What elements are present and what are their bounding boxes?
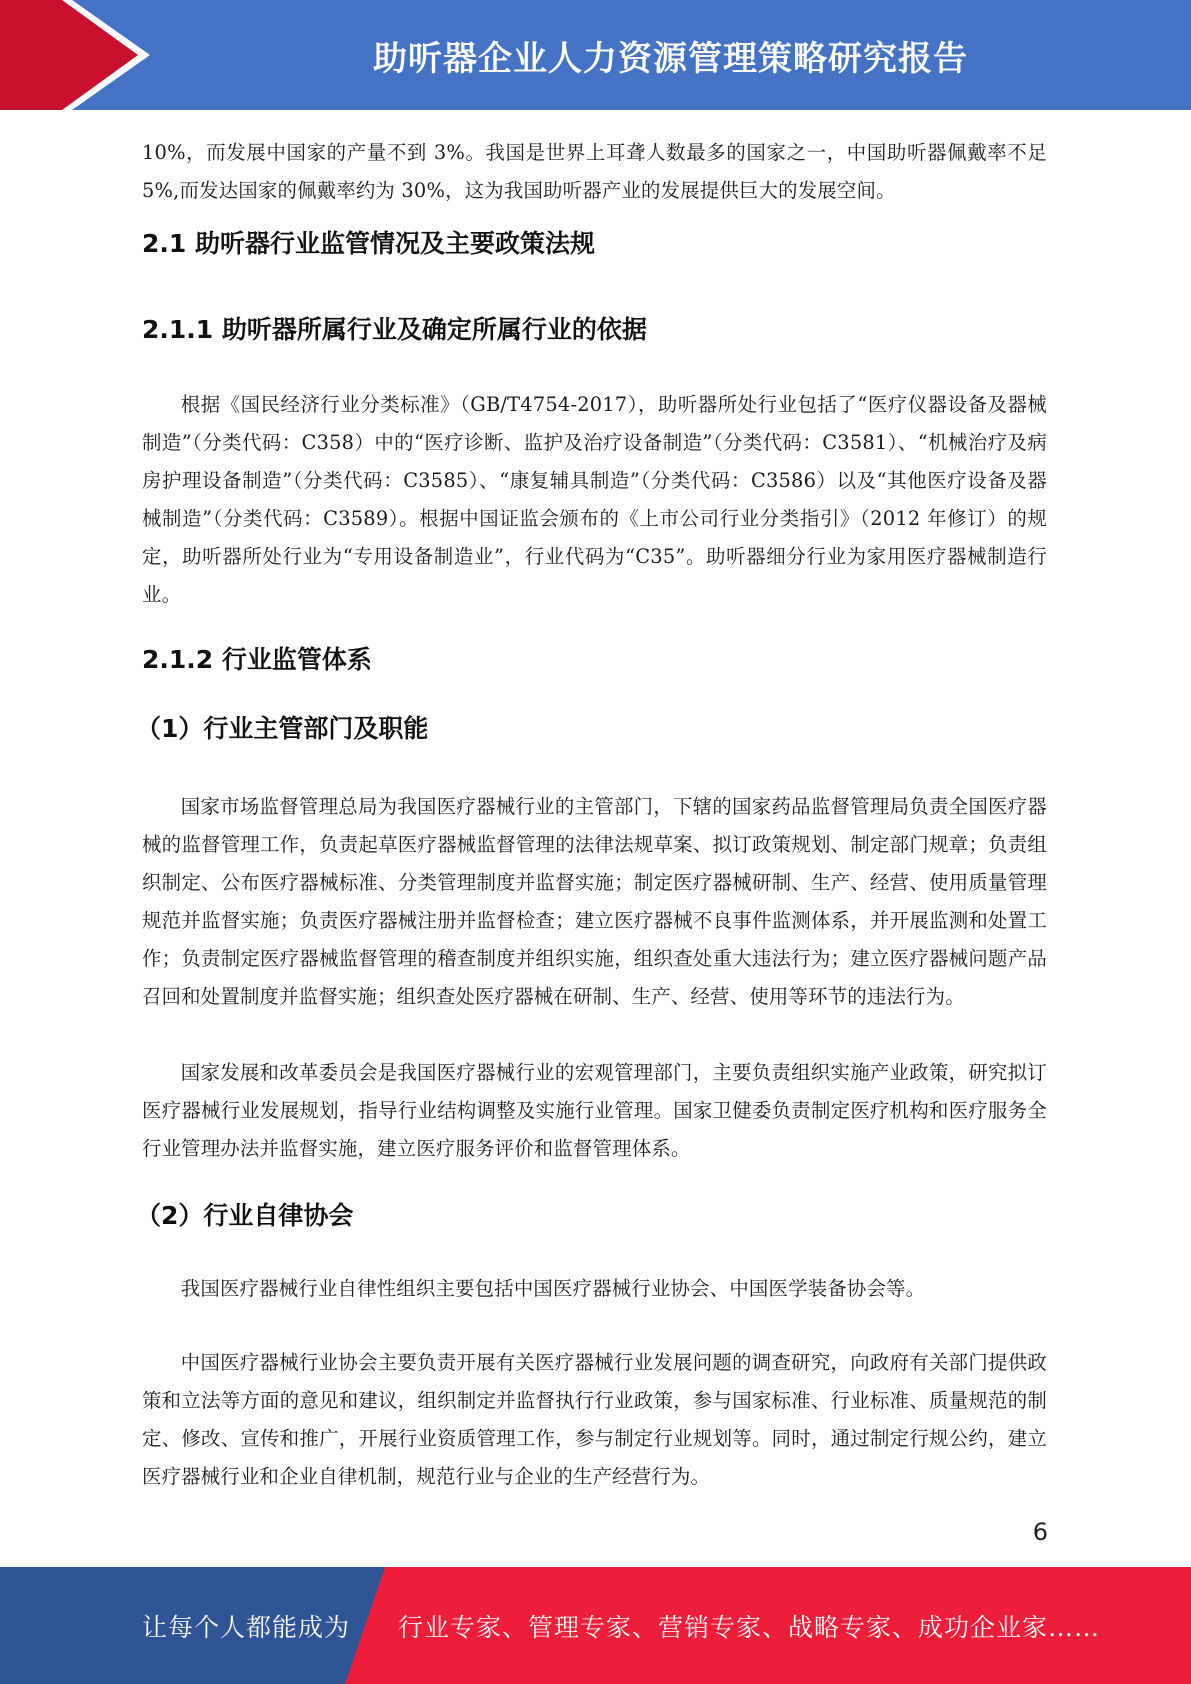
page-footer <box>0 1567 1191 1684</box>
page-header <box>0 0 1191 110</box>
association-duty-paragraph: 中国医疗器械行业协会主要负责开展有关医疗器械行业发展问题的调查研究，向政府有关部门提供政策和立法等方面的意见和建议，组织制定并监督执行行业政策，参与国家标准、行业标准、质量规范的制定、修改、宣传和推广，开展行业资质管理工作，参与制定行业规划等。同时，通过制定行规公约，建立医疗器械行业和企业自律机制，规范行业与企业的生产经营行为。 <box>142 1351 1047 1488</box>
regulator-duties-paragraph: 国家市场监督管理总局为我国医疗器械行业的主管部门，下辖的国家药品监督管理局负责全国医疗器械的监督管理工作，负责起草医疗器械监督管理的法律法规草案、拟订政策规划、制定部门规章；负责组织制定、公布医疗器械标准、分类管理制度并监督实施；制定医疗器械研制、生产、经营、使用质量管理规范并监督实施；负责医疗器械注册并监督检查；建立医疗器械不良事件监测体系，并开展监测和处置工作；负责制定医疗器械监督管理的稽查制度并组织实施，组织查处重大违法行为；建立医疗器械问题产品召回和处置制度并监督实施；组织查处医疗器械在研制、生产、经营、使用等环节的违法行为。 <box>142 795 1047 1008</box>
footer-slogan-right: 行业专家、管理专家、营销专家、战略专家、成功企业家…… <box>398 1612 1101 1642</box>
page-number: 6 <box>1032 1518 1048 1546</box>
section-heading-2-1-1: 2.1.1 助听器所属行业及确定所属行业的依据 <box>142 315 647 344</box>
section-heading-2-1: 2.1 助听器行业监管情况及主要政策法规 <box>142 229 595 258</box>
footer-slogan-left: 让每个人都能成为 <box>142 1612 351 1642</box>
intro-paragraph: 10%，而发展中国家的产量不到 3%。我国是世界上耳聋人数最多的国家之一，中国助听器佩戴率不足 5%,而发达国家的佩戴率约为 30%，这为我国助听器产业的发展提供巨大的发展空间。 <box>142 141 1047 202</box>
ndrc-paragraph: 国家发展和改革委员会是我国医疗器械行业的宏观管理部门，主要负责组织实施产业政策，研究拟订医疗器械行业发展规划，指导行业结构调整及实施行业管理。国家卫健委负责制定医疗机构和医疗服务全行业管理办法并监督实施，建立医疗服务评价和监督管理体系。 <box>142 1061 1047 1160</box>
header-arrow-red-shape <box>0 0 138 110</box>
classification-paragraph: 根据《国民经济行业分类标准》（GB/T4754-2017），助听器所处行业包括了“医疗仪器设备及器械制造”（分类代码：C358）中的“医疗诊断、监护及治疗设备制造”（分类代码：C3581）、“机械治疗及病房护理设备制造”（分类代码：C3585）、“康复辅具制造”（分类代码：C3586）以及“其他医疗设备及器械制造”（分类代码：C3589）。根据中国证监会颁布的《上市公司行业分类指引》（2012 年修订）的规定，助听器所处行业为“专用设备制造业”，行业代码为“C35”。助听器细分行业为家用医疗器械制造行业。 <box>142 393 1047 606</box>
section-heading-2-1-2: 2.1.2 行业监管体系 <box>142 645 372 674</box>
header-arrow-decoration <box>0 0 160 110</box>
subsection-heading-2: （2）行业自律协会 <box>136 1201 354 1230</box>
header-title: 助听器企业人力资源管理策略研究报告 <box>373 38 968 79</box>
page-content <box>136 134 1047 1496</box>
subsection-heading-1: （1）行业主管部门及职能 <box>136 714 429 743</box>
association-intro-paragraph: 我国医疗器械行业自律性组织主要包括中国医疗器械行业协会、中国医学装备协会等。 <box>180 1277 926 1300</box>
